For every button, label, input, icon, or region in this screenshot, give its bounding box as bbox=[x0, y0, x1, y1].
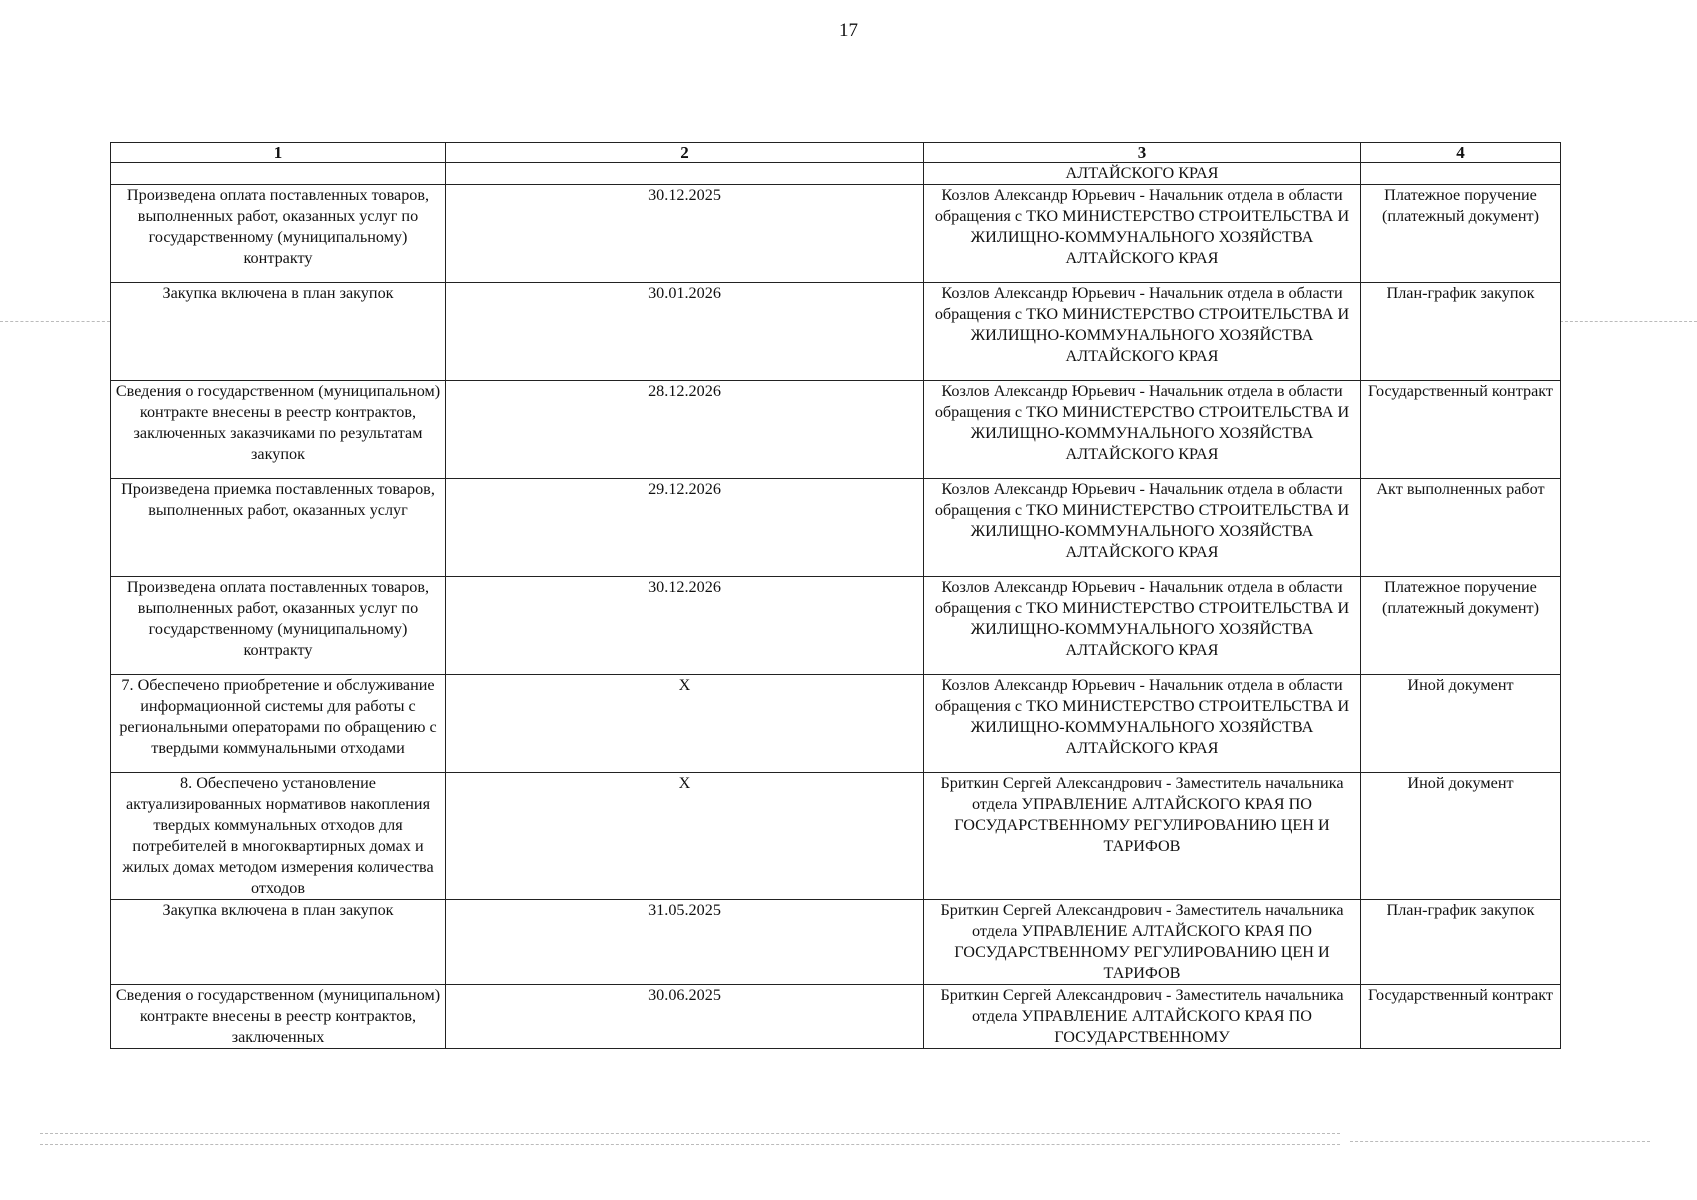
responsible-cell: Бриткин Сергей Александрович - Заместитель начальника отдела УПРАВЛЕНИЕ АЛТАЙСКОГО КРАЯ ПО ГОСУДАРСТВЕННОМУ РЕГУЛИРОВАНИЮ ЦЕН И ТАРИФОВ bbox=[924, 900, 1361, 985]
responsible-cell: Козлов Александр Юрьевич - Начальник отдела в области обращения с ТКО МИНИСТЕРСТВО СТРОИТЕЛЬСТВА И ЖИЛИЩНО-КОММУНАЛЬНОГО ХОЗЯЙСТВА АЛТАЙСКОГО КРАЯ bbox=[924, 381, 1361, 479]
event-cell: 8. Обеспечено установление актуализированных нормативов накопления твердых коммунальных отходов для потребителей в многоквартирных домах и жилых домах методом измерения количества отходов bbox=[111, 773, 446, 900]
date-cell: X bbox=[446, 773, 924, 900]
event-cell: Произведена оплата поставленных товаров, выполненных работ, оказанных услуг по государственному (муниципальному) контракту bbox=[111, 577, 446, 675]
table-row bbox=[111, 900, 1561, 985]
event-cell: Закупка включена в план закупок bbox=[111, 900, 446, 985]
document-cell: Иной документ bbox=[1361, 675, 1561, 773]
page-number: 17 bbox=[839, 20, 858, 41]
date-cell: 28.12.2026 bbox=[446, 381, 924, 479]
scan-artifact-line bbox=[1560, 321, 1697, 322]
event-cell: Сведения о государственном (муниципальном) контракте внесены в реестр контрактов, заключенных заказчиками по результатам закупок bbox=[111, 381, 446, 479]
document-cell bbox=[1361, 163, 1561, 185]
document-cell: Платежное поручение (платежный документ) bbox=[1361, 185, 1561, 283]
document-cell: Иной документ bbox=[1361, 773, 1561, 900]
responsible-cell: АЛТАЙСКОГО КРАЯ bbox=[924, 163, 1361, 185]
responsible-cell: Козлов Александр Юрьевич - Начальник отдела в области обращения с ТКО МИНИСТЕРСТВО СТРОИТЕЛЬСТВА И ЖИЛИЩНО-КОММУНАЛЬНОГО ХОЗЯЙСТВА АЛТАЙСКОГО КРАЯ bbox=[924, 283, 1361, 381]
plan-table bbox=[110, 142, 1561, 1049]
event-cell bbox=[111, 163, 446, 185]
table-row bbox=[111, 985, 1561, 1049]
document-cell: Акт выполненных работ bbox=[1361, 479, 1561, 577]
date-cell: 29.12.2026 bbox=[446, 479, 924, 577]
document-cell: План-график закупок bbox=[1361, 900, 1561, 985]
table-row bbox=[111, 773, 1561, 900]
responsible-cell: Козлов Александр Юрьевич - Начальник отдела в области обращения с ТКО МИНИСТЕРСТВО СТРОИТЕЛЬСТВА И ЖИЛИЩНО-КОММУНАЛЬНОГО ХОЗЯЙСТВА АЛТАЙСКОГО КРАЯ bbox=[924, 675, 1361, 773]
responsible-cell: Бриткин Сергей Александрович - Заместитель начальника отдела УПРАВЛЕНИЕ АЛТАЙСКОГО КРАЯ ПО ГОСУДАРСТВЕННОМУ bbox=[924, 985, 1361, 1049]
document-cell: Государственный контракт bbox=[1361, 381, 1561, 479]
responsible-cell: Козлов Александр Юрьевич - Начальник отдела в области обращения с ТКО МИНИСТЕРСТВО СТРОИТЕЛЬСТВА И ЖИЛИЩНО-КОММУНАЛЬНОГО ХОЗЯЙСТВА АЛТАЙСКОГО КРАЯ bbox=[924, 577, 1361, 675]
scan-artifact-line bbox=[0, 321, 110, 322]
event-cell: Произведена приемка поставленных товаров, выполненных работ, оказанных услуг bbox=[111, 479, 446, 577]
responsible-cell: Козлов Александр Юрьевич - Начальник отдела в области обращения с ТКО МИНИСТЕРСТВО СТРОИТЕЛЬСТВА И ЖИЛИЩНО-КОММУНАЛЬНОГО ХОЗЯЙСТВА АЛТАЙСКОГО КРАЯ bbox=[924, 479, 1361, 577]
table-header-row bbox=[111, 143, 1561, 163]
table-row bbox=[111, 479, 1561, 577]
date-cell: 30.01.2026 bbox=[446, 283, 924, 381]
date-cell: 31.05.2025 bbox=[446, 900, 924, 985]
scan-artifact-line bbox=[40, 1133, 1340, 1134]
table-row bbox=[111, 185, 1561, 283]
column-header-3: 3 bbox=[924, 143, 1361, 163]
column-header-4: 4 bbox=[1361, 143, 1561, 163]
column-header-1: 1 bbox=[111, 143, 446, 163]
table-row bbox=[111, 283, 1561, 381]
document-cell: План-график закупок bbox=[1361, 283, 1561, 381]
column-header-2: 2 bbox=[446, 143, 924, 163]
table-row bbox=[111, 381, 1561, 479]
date-cell: 30.06.2025 bbox=[446, 985, 924, 1049]
document-cell: Государственный контракт bbox=[1361, 985, 1561, 1049]
event-cell: Произведена оплата поставленных товаров, выполненных работ, оказанных услуг по государственному (муниципальному) контракту bbox=[111, 185, 446, 283]
scan-artifact-line bbox=[1350, 1141, 1650, 1142]
date-cell: 30.12.2026 bbox=[446, 577, 924, 675]
document-cell: Платежное поручение (платежный документ) bbox=[1361, 577, 1561, 675]
event-cell: Сведения о государственном (муниципальном) контракте внесены в реестр контрактов, заключенных bbox=[111, 985, 446, 1049]
date-cell: X bbox=[446, 675, 924, 773]
responsible-cell: Бриткин Сергей Александрович - Заместитель начальника отдела УПРАВЛЕНИЕ АЛТАЙСКОГО КРАЯ ПО ГОСУДАРСТВЕННОМУ РЕГУЛИРОВАНИЮ ЦЕН И ТАРИФОВ bbox=[924, 773, 1361, 900]
date-cell bbox=[446, 163, 924, 185]
responsible-cell: Козлов Александр Юрьевич - Начальник отдела в области обращения с ТКО МИНИСТЕРСТВО СТРОИТЕЛЬСТВА И ЖИЛИЩНО-КОММУНАЛЬНОГО ХОЗЯЙСТВА АЛТАЙСКОГО КРАЯ bbox=[924, 185, 1361, 283]
event-cell: Закупка включена в план закупок bbox=[111, 283, 446, 381]
table-row bbox=[111, 163, 1561, 185]
date-cell: 30.12.2025 bbox=[446, 185, 924, 283]
table-row bbox=[111, 577, 1561, 675]
scan-artifact-line bbox=[40, 1144, 1340, 1145]
table-row bbox=[111, 675, 1561, 773]
event-cell: 7. Обеспечено приобретение и обслуживание информационной системы для работы с региональными операторами по обращению с твердыми коммунальными отходами bbox=[111, 675, 446, 773]
